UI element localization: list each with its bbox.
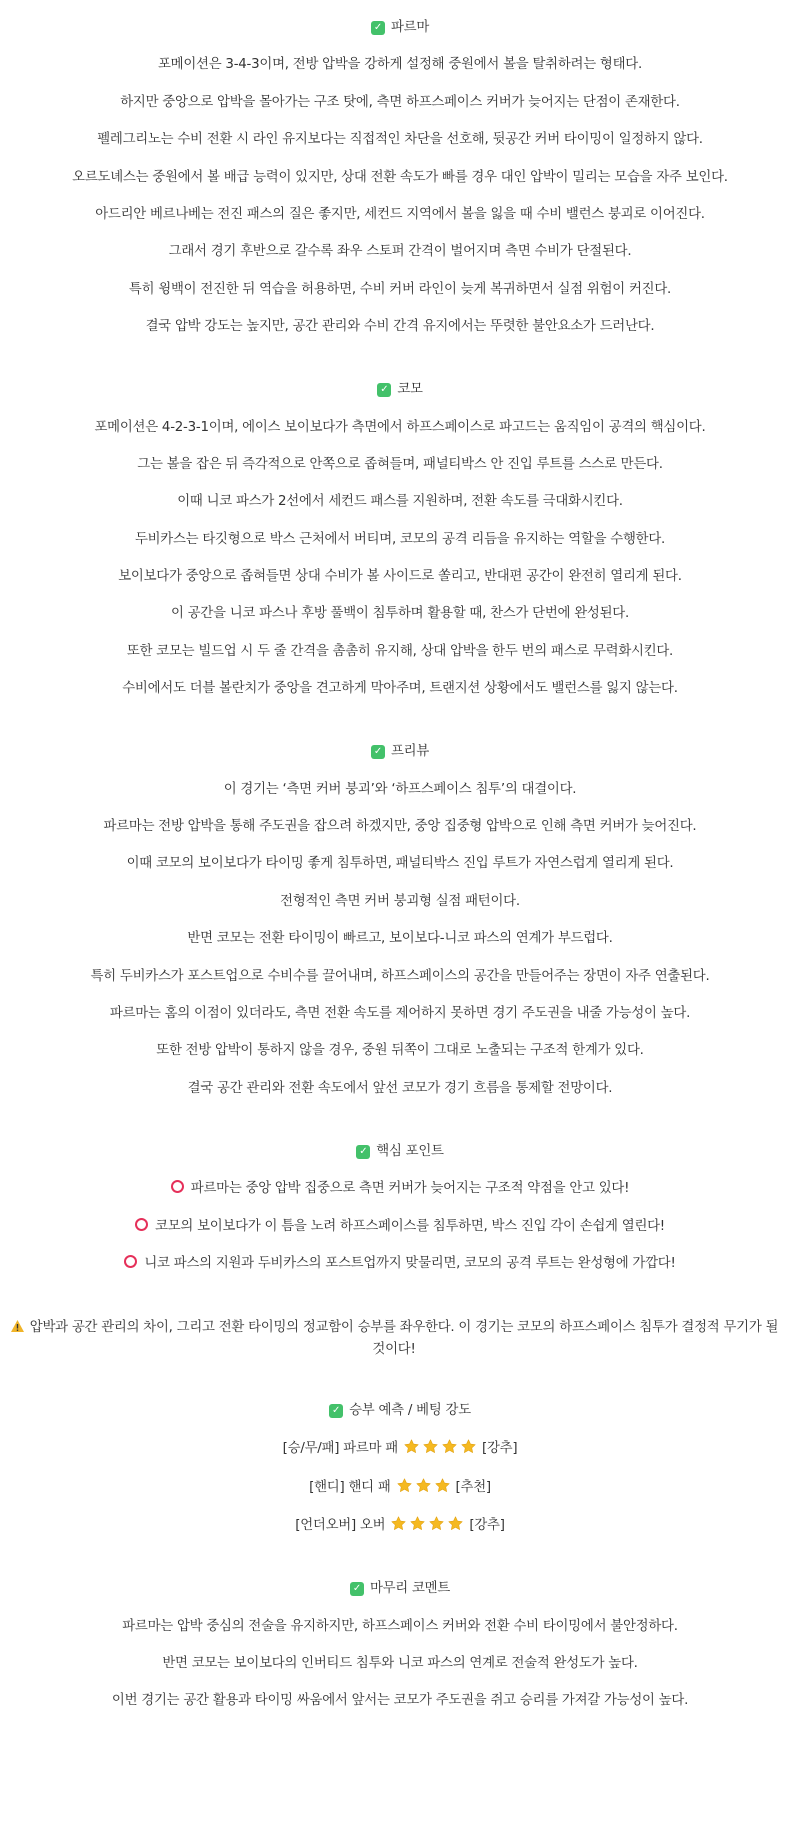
star-icon [434,1477,451,1494]
section-heading [0,380,800,400]
key-point-text: 파르마는 중앙 압박 집중으로 측면 커버가 늦어지는 구조적 약점을 안고 있다! [190,1181,630,1197]
paragraph: 두비카스는 타깃형으로 박스 근처에서 버티며, 코모의 공격 리듬을 유지하는 역할을 수행한다. [134,531,666,547]
key-point-text: 코모의 보이보다가 이 틈을 노려 하프스페이스를 침투하면, 박스 진입 각이 손쉽게 열린다! [155,1218,665,1234]
section-heading [0,1579,800,1599]
paragraph: 이때 니코 파스가 2선에서 세컨드 패스를 지원하며, 전환 속도를 극대화시킨다. [177,494,623,510]
paragraph: 하지만 중앙으로 압박을 몰아가는 구조 탓에, 측면 하프스페이스 커버가 늦어지는 단점이 존재한다. [120,94,680,110]
prediction-pick [0,1438,800,1459]
pick-market: [언더오버] [295,1518,356,1534]
star-icon [422,1438,439,1455]
pick-choice: 핸디 패 [348,1479,391,1495]
check-icon: ✓ [356,1145,370,1159]
paragraph: 특히 두비카스가 포스트업으로 수비수를 끌어내며, 하프스페이스의 공간을 만들어주는 장면이 자주 연출된다. [90,968,710,984]
paragraph: 결국 공간 관리와 전환 속도에서 앞선 코모가 경기 흐름을 통제할 전망이다. [187,1080,613,1096]
section-title: 코모 [397,382,423,398]
paragraph: 포메이션은 4-2-3-1이며, 에이스 보이보다가 측면에서 하프스페이스로 파고드는 움직임이 공격의 핵심이다. [94,419,706,435]
star-icon [415,1477,432,1494]
section-prediction [0,1401,800,1536]
pick-market: [핸디] [309,1479,345,1495]
star-icon [460,1438,477,1455]
paragraph: 이번 경기는 공간 활용과 타이밍 싸움에서 앞서는 코모가 주도권을 쥐고 승리를 가져갈 가능성이 높다. [111,1693,689,1709]
paragraph: 반면 코모는 전환 타이밍이 빠르고, 보이보다-니코 파스의 연계가 부드럽다. [187,931,613,947]
paragraph: 파르마는 전방 압박을 통해 주도권을 잡으려 하겠지만, 중앙 집중형 압박으로 인해 측면 커버가 늦어진다. [103,819,697,835]
section-heading [0,1142,800,1162]
section-como [0,380,800,699]
section-title: 핵심 포인트 [376,1143,444,1159]
star-icon [409,1515,426,1532]
paragraph: 파르마는 홈의 이점이 있더라도, 측면 전환 속도를 제어하지 못하면 경기 주도권을 내줄 가능성이 높다. [109,1005,691,1021]
pick-market: [승/무/패] [282,1441,340,1457]
star-rating [402,1441,478,1456]
check-icon: ✓ [371,21,385,35]
warning-note [0,1317,800,1361]
paragraph: 파르마는 압박 중심의 전술을 유지하지만, 하프스페이스 커버와 전환 수비 타이밍에서 불안정하다. [122,1618,678,1634]
section-title: 프리뷰 [390,744,430,760]
check-icon: ✓ [350,1582,364,1596]
section-keypoints [0,1142,800,1274]
check-icon: ✓ [371,745,385,759]
section-heading [0,742,800,762]
pick-choice: 파르마 패 [343,1441,398,1457]
paragraph: 이 경기는 ‘측면 커버 붕괴’와 ‘하프스페이스 침투’의 대결이다. [223,781,577,797]
paragraph: 아드리안 베르나베는 전진 패스의 질은 좋지만, 세컨드 지역에서 볼을 잃을 때 수비 밸런스 붕괴로 이어진다. [95,206,705,222]
section-closing [0,1579,800,1711]
warning-text: 압박과 공간 관리의 차이, 그리고 전환 타이밍의 정교함이 승부를 좌우한다. 이 경기는 코모의 하프스페이스 침투가 결정적 무기가 될 것이다! [29,1319,779,1357]
paragraph: 수비에서도 더블 볼란치가 중앙을 견고하게 막아주며, 트랜지션 상황에서도 밸런스를 잃지 않는다. [122,681,678,697]
paragraph: 오르도녜스는 중원에서 볼 배급 능력이 있지만, 상대 전환 속도가 빠를 경우 대인 압박이 밀리는 모습을 자주 보인다. [72,169,728,185]
star-icon [390,1515,407,1532]
paragraph: 결국 압박 강도는 높지만, 공간 관리와 수비 간격 유지에서는 뚜렷한 불안요소가 드러난다. [145,319,655,335]
star-icon [396,1477,413,1494]
paragraph: 보이보다가 중앙으로 좁혀들면 상대 수비가 볼 사이드로 쏠리고, 반대편 공간이 완전히 열리게 된다. [118,569,682,585]
section-heading [0,1401,800,1421]
pick-choice: 오버 [359,1518,386,1534]
section-heading [0,18,800,38]
prediction-pick [0,1515,800,1536]
paragraph: 반면 코모는 보이보다의 인버티드 침투와 니코 파스의 연계로 전술적 완성도가 높다. [162,1655,638,1671]
paragraph: 또한 코모는 빌드업 시 두 줄 간격을 촘촘히 유지해, 상대 압박을 한두 번의 패스로 무력화시킨다. [126,643,674,659]
warning-icon [10,1319,25,1333]
key-point [0,1179,800,1199]
paragraph: 펠레그리노는 수비 전환 시 라인 유지보다는 직접적인 차단을 선호해, 뒷공간 커버 타이밍이 일정하지 않다. [97,132,703,148]
paragraph: 특히 윙백이 전진한 뒤 역습을 허용하면, 수비 커버 라인이 늦게 복귀하면서 실점 위험이 커진다. [128,281,672,297]
section-parma [0,18,800,337]
red-circle-icon [135,1218,148,1231]
star-rating [389,1518,465,1533]
section-preview [0,742,800,1099]
section-title: 승부 예측 / 베팅 강도 [349,1402,471,1418]
paragraph: 그는 볼을 잡은 뒤 즉각적으로 안쪽으로 좁혀들며, 패널티박스 안 진입 루트를 스스로 만든다. [137,456,663,472]
paragraph: 포메이션은 3-4-3이며, 전방 압박을 강하게 설정해 중원에서 볼을 탈취하려는 형태다. [158,57,642,73]
key-point-text: 니코 파스의 지원과 두비카스의 포스트업까지 맞물리면, 코모의 공격 루트는 완성형에 가깝다! [144,1255,676,1271]
red-circle-icon [171,1180,184,1193]
star-icon [403,1438,420,1455]
key-point [0,1217,800,1237]
section-title: 파르마 [390,20,430,35]
check-icon: ✓ [377,383,391,397]
section-title: 마무리 코멘트 [369,1581,451,1597]
star-icon [428,1515,445,1532]
paragraph: 또한 전방 압박이 통하지 않을 경우, 중원 뒤쪽이 그대로 노출되는 구조적 한계가 있다. [156,1043,644,1059]
star-icon [441,1438,458,1455]
prediction-pick [0,1477,800,1498]
check-icon: ✓ [329,1404,343,1418]
key-point [0,1254,800,1274]
pick-level: [추천] [455,1479,491,1495]
red-circle-icon [124,1255,137,1268]
star-icon [447,1515,464,1532]
paragraph: 그래서 경기 후반으로 갈수록 좌우 스토퍼 간격이 벌어지며 측면 수비가 단절된다. [168,244,632,260]
paragraph: 이때 코모의 보이보다가 타이밍 좋게 침투하면, 패널티박스 진입 루트가 자연스럽게 열리게 된다. [126,856,674,872]
pick-level: [강추] [482,1441,518,1457]
pick-level: [강추] [469,1518,505,1534]
paragraph: 전형적인 측면 커버 붕괴형 실점 패턴이다. [280,893,520,909]
paragraph: 이 공간을 니코 파스나 후방 풀백이 침투하며 활용할 때, 찬스가 단번에 완성된다. [170,606,629,622]
star-rating [395,1480,452,1495]
